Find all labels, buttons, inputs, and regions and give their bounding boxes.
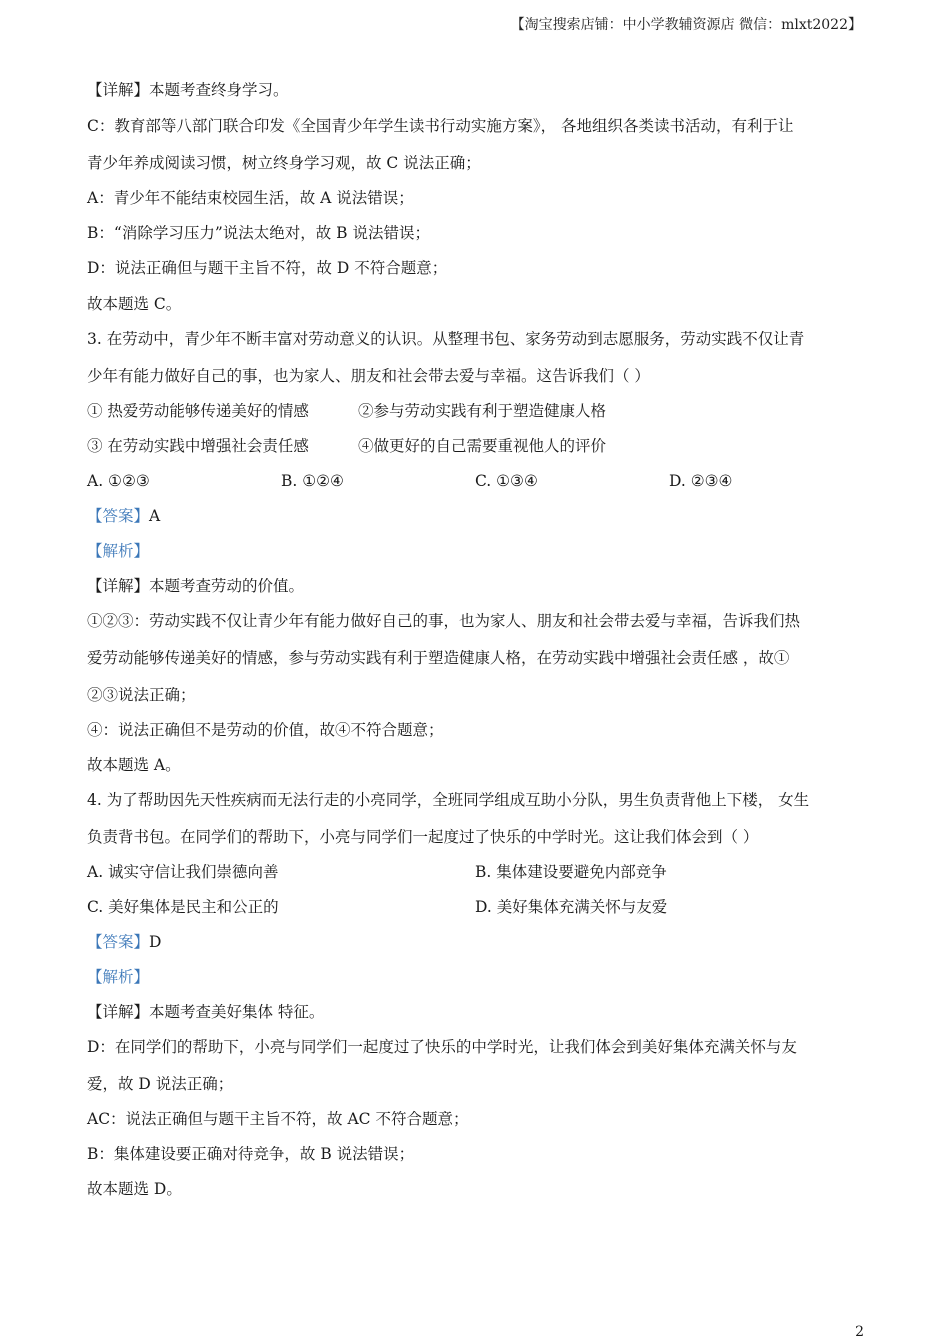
q3-statement-1: ① 热爱劳动能够传递美好的情感 [87,402,309,420]
q3-statement-2: ②参与劳动实践有利于塑造健康人格 [358,402,607,420]
q3-exp-line1: ①②③：劳动实践不仅让青少年有能力做好自己的事，也为家人、朋友和社会带去爱与幸福，告诉我们热 [87,612,801,630]
q4-conclusion: 故本题选 D。 [87,1180,182,1198]
q4-exp-line4: B：集体建设要正确对待竞争，故 B 说法错误； [87,1145,415,1163]
q3-statement-3: ③ 在劳动实践中增强社会责任感 [87,437,309,455]
q3-option-d: D. ②③④ [669,472,733,490]
q3-exp-line4: ④：说法正确但不是劳动的价值，故④不符合题意； [87,721,444,739]
q3-exp-line3: ②③说法正确； [87,686,196,704]
q4-analysis-label: 【解析】 [87,968,150,986]
q4-option-c: C. 美好集体是民主和公正的 [87,898,279,916]
q3-answer [87,504,160,528]
q3-exp-line2: 爱劳动能够传递美好的情感，参与劳动实践有利于塑造健康人格，在劳动实践中增强社会责任感 ，故① [87,649,790,667]
q4-exp-line1: D：在同学们的帮助下，小亮与同学们一起度过了快乐的中学时光，让我们体会到美好集体充满关怀与友 [87,1038,797,1056]
page-header: 【淘宝搜索店铺：中小学教辅资源店 微信：mlxt2022】 [510,17,862,33]
q3-option-c: C. ①③④ [475,472,538,490]
answer-value: D [149,933,162,951]
q4-option-a: A. 诚实守信让我们崇德向善 [87,863,279,881]
q2-c-line2: 青少年养成阅读习惯，树立终身学习观，故 C 说法正确； [87,154,481,172]
q3-statement-4: ④做更好的自己需要重视他人的评价 [358,437,607,455]
q4-option-b: B. 集体建设要避免内部竞争 [475,863,667,881]
q4-detail: 【详解】本题考查美好集体 特征。 [87,1003,325,1021]
q3-option-b: B. ①②④ [281,472,344,490]
q2-conclusion: 故本题选 C。 [87,295,182,313]
q2-a: A：青少年不能结束校园生活，故 A 说法错误； [87,189,414,207]
q4-stem-line1: 4. 为了帮助因先天性疾病而无法行走的小亮同学，全班同学组成互助小分队，男生负责背他上下楼， 女生 [87,791,810,809]
answer-label: 【答案】 [87,933,150,951]
q3-detail: 【详解】本题考查劳动的价值。 [87,577,305,595]
q3-stem-line1: 3. 在劳动中，青少年不断丰富对劳动意义的认识。从整理书包、家务劳动到志愿服务，劳动实践不仅让青 [87,330,805,348]
q4-exp-line2: 爱，故 D 说法正确； [87,1075,234,1093]
answer-value: A [149,507,161,525]
q3-stem-line2: 少年有能力做好自己的事，也为家人、朋友和社会带去爱与幸福。这告诉我们（ ） [87,367,650,385]
q3-option-a: A. ①②③ [87,472,150,490]
q2-b: B：“消除学习压力”说法太绝对，故 B 说法错误； [87,224,430,242]
q4-exp-line3: AC：说法正确但与题干主旨不符，故 AC 不符合题意； [87,1110,469,1128]
q2-c-line1: C：教育部等八部门联合印发《全国青少年学生读书行动实施方案》， 各地组织各类读书活动，有利于让 [87,117,794,135]
q4-stem-line2: 负责背书包。在同学们的帮助下，小亮与同学们一起度过了快乐的中学时光。这让我们体会到（ ） [87,828,759,846]
answer-label: 【答案】 [87,507,150,525]
q4-option-d: D. 美好集体充满关怀与友爱 [475,898,668,916]
page-number: 2 [855,1324,864,1340]
q2-d: D：说法正确但与题干主旨不符，故 D 不符合题意； [87,259,448,277]
q3-analysis-label: 【解析】 [87,542,150,560]
q2-detail: 【详解】本题考查终身学习。 [87,81,289,99]
q4-answer [87,930,161,954]
q3-conclusion: 故本题选 A。 [87,756,181,774]
